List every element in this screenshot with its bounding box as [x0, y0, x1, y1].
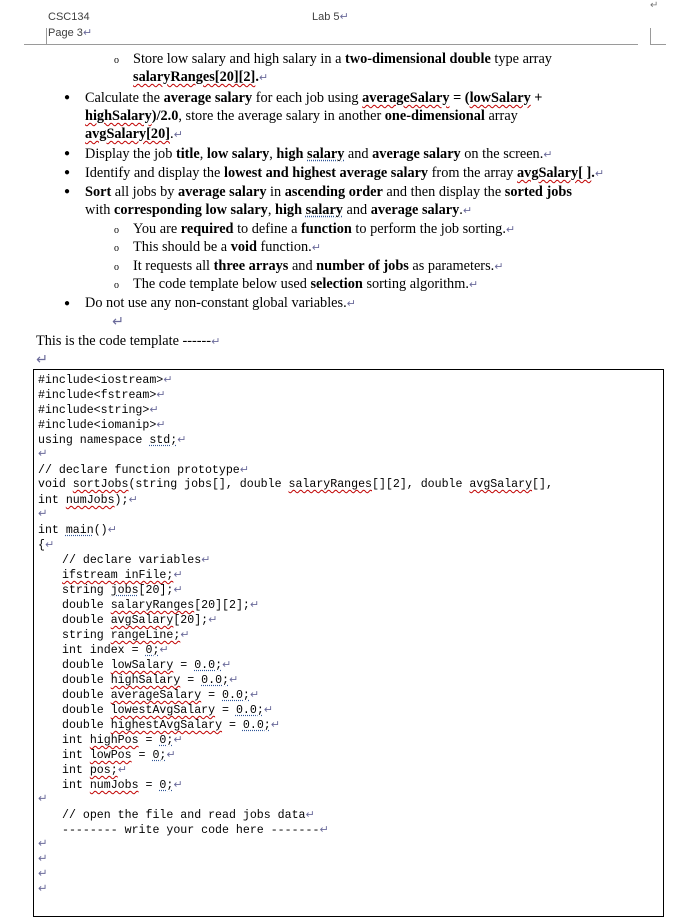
- bullet-dot: ●: [64, 167, 71, 178]
- bullet-no-globals: Do not use any non-constant global variables.↵: [85, 295, 356, 311]
- code-var-jobs: string jobs[20];↵: [62, 583, 183, 597]
- code-var-lowest-avg: double lowestAvgSalary = 0.0;↵: [62, 703, 274, 717]
- margin-corner-right: [650, 28, 651, 44]
- bullet-calc-average: Calculate the average salary for each job using averageSalary = (lowSalary +: [85, 90, 543, 106]
- bullet-calc-average-l3: avgSalary[20].↵: [85, 126, 183, 142]
- code-var-average-salary: double averageSalary = 0.0;↵: [62, 688, 260, 702]
- code-comment-open-file: // open the file and read jobs data↵: [62, 808, 315, 822]
- header-divider: [48, 44, 638, 45]
- code-line-prototype-cont: int numJobs);↵: [38, 493, 138, 507]
- bullet-sort-l2: with corresponding low salary, high salary and average salary.↵: [85, 202, 473, 218]
- code-line-include-iostream: #include<iostream>↵: [38, 373, 173, 387]
- code-blank-line: ↵: [38, 448, 48, 461]
- code-line-include-string: #include<string>↵: [38, 403, 159, 417]
- code-blank-line: ↵: [38, 838, 48, 851]
- page-number: Page 3↵: [48, 26, 93, 39]
- code-var-highest-avg: double highestAvgSalary = 0.0;↵: [62, 718, 280, 732]
- bullet-calc-average-l2: highSalary)/2.0, store the average salary in another one-dimensional array: [85, 108, 518, 124]
- bullet-identify: Identify and display the lowest and highest average salary from the array avgSalary[ ].↵: [85, 165, 605, 181]
- sub-bullet-circle: o: [114, 280, 119, 291]
- code-blank-line: ↵: [38, 793, 48, 806]
- bullet-display-job: Display the job title, low salary, high salary and average salary on the screen.↵: [85, 146, 553, 162]
- page-header-left: [48, 10, 92, 41]
- code-var-salary-ranges: double salaryRanges[20][2];↵: [62, 598, 260, 612]
- sub-item-store-ranges: Store low salary and high salary in a two-dimensional double type array: [133, 51, 552, 67]
- paragraph-mark: ↵: [650, 0, 659, 11]
- sub-bullet-circle: o: [114, 55, 119, 66]
- template-label: This is the code template ------↵: [36, 333, 221, 349]
- paragraph-mark: ↵: [112, 314, 124, 330]
- bullet-dot: ●: [64, 186, 71, 197]
- code-var-high-pos: int highPos = 0;↵: [62, 733, 183, 747]
- code-line-include-iomanip: #include<iomanip>↵: [38, 418, 166, 432]
- code-line-prototype: void sortJobs(string jobs[], double salaryRanges[][2], double avgSalary[],: [38, 478, 553, 491]
- code-var-avg-salary: double avgSalary[20];↵: [62, 613, 218, 627]
- code-line-open-brace: {↵: [38, 538, 55, 552]
- code-comment-variables: // declare variables↵: [62, 553, 211, 567]
- course-code: CSC134: [48, 11, 90, 23]
- lab-title: Lab 5↵: [312, 10, 349, 23]
- sub-item-parameters: It requests all three arrays and number of jobs as parameters.↵: [133, 258, 504, 274]
- code-var-index: int index = 0;↵: [62, 643, 169, 657]
- code-comment-prototype: // declare function prototype↵: [38, 463, 249, 477]
- sub-bullet-circle: o: [114, 262, 119, 273]
- bullet-sort: Sort all jobs by average salary in ascending order and then display the sorted jobs: [85, 184, 572, 200]
- margin-corner-right-h: [650, 44, 666, 45]
- code-var-range-line: string rangeLine;↵: [62, 628, 190, 642]
- code-comment-write-here: -------- write your code here -------↵: [62, 823, 329, 837]
- code-var-infile: ifstream inFile;↵: [62, 568, 183, 582]
- code-var-low-salary: double lowSalary = 0.0;↵: [62, 658, 232, 672]
- bullet-dot: ●: [64, 298, 71, 309]
- sub-item-selection-sort: The code template below used selection sorting algorithm.↵: [133, 276, 479, 292]
- code-var-low-pos: int lowPos = 0;↵: [62, 748, 176, 762]
- code-var-num-jobs: int numJobs = 0;↵: [62, 778, 183, 792]
- code-line-using-namespace: using namespace std;↵: [38, 433, 187, 447]
- code-blank-line: ↵: [38, 853, 48, 866]
- code-blank-line: ↵: [38, 508, 48, 521]
- sub-bullet-circle: o: [114, 225, 119, 236]
- bullet-dot: ●: [64, 148, 71, 159]
- margin-corner-left-h: [24, 44, 48, 45]
- code-var-pos: int pos;↵: [62, 763, 127, 777]
- code-blank-line: ↵: [38, 868, 48, 881]
- code-line-include-fstream: #include<fstream>↵: [38, 388, 166, 402]
- margin-corner-left: [46, 28, 47, 44]
- sub-item-required-function: You are required to define a function to perform the job sorting.↵: [133, 221, 516, 237]
- sub-bullet-circle: o: [114, 243, 119, 254]
- code-line-main: int main()↵: [38, 523, 117, 537]
- paragraph-mark: ↵: [36, 352, 48, 368]
- bullet-dot: ●: [64, 92, 71, 103]
- code-var-high-salary: double highSalary = 0.0;↵: [62, 673, 239, 687]
- code-blank-line: ↵: [38, 883, 48, 896]
- sub-item-store-ranges-cont: salaryRanges[20][2].↵: [133, 69, 269, 85]
- sub-item-void-function: This should be a void function.↵: [133, 239, 321, 255]
